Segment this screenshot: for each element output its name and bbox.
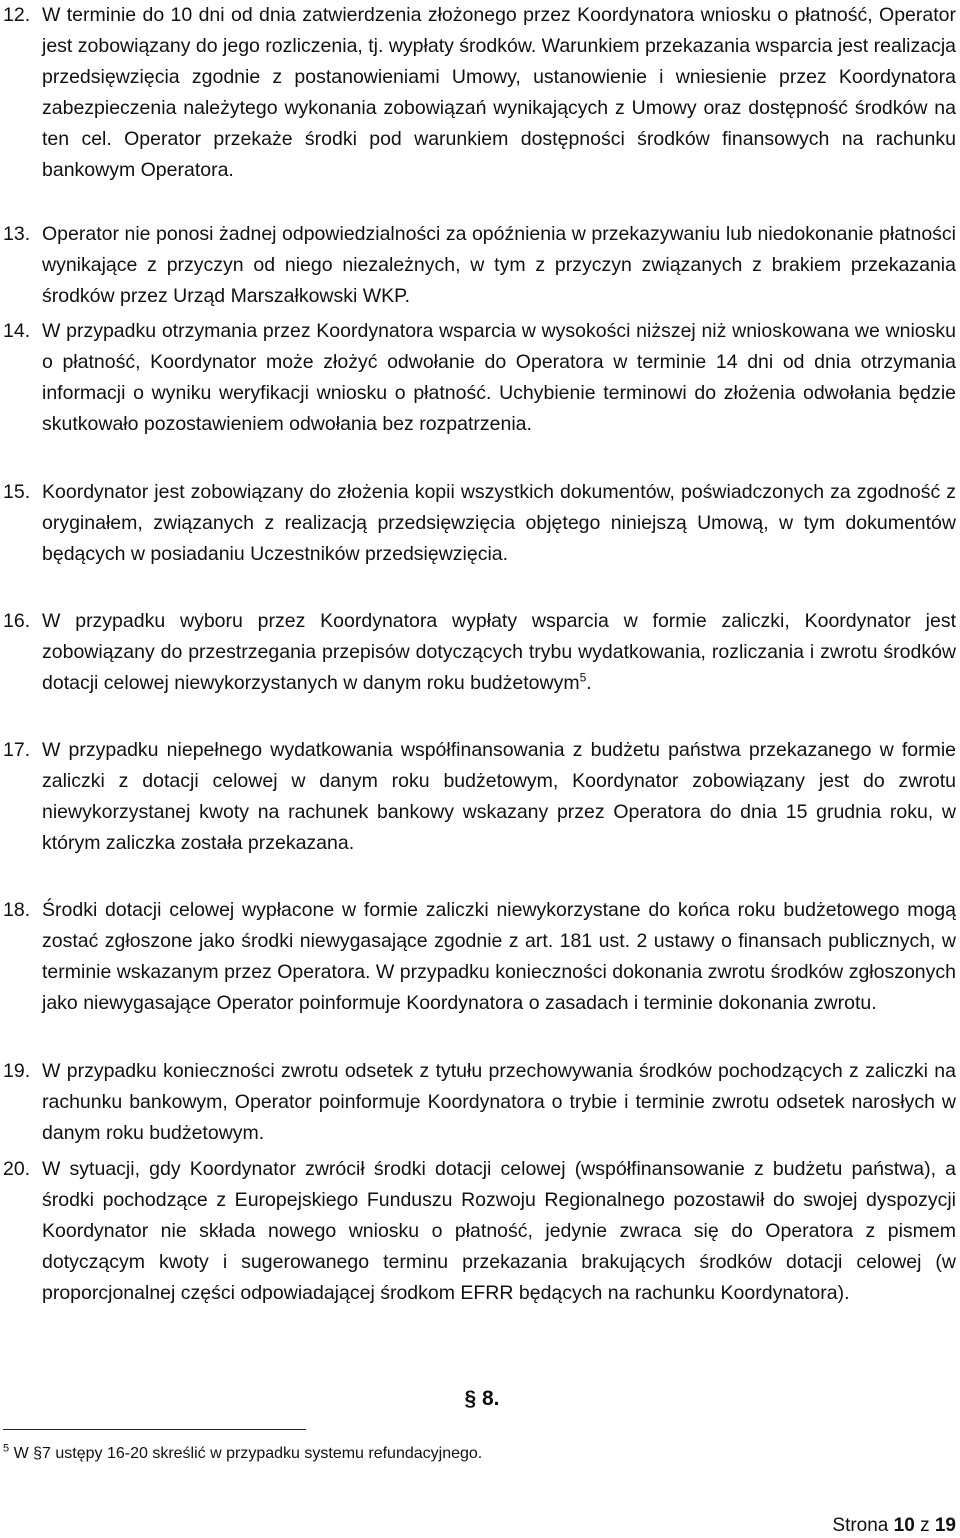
paragraph-number: 15. (3, 481, 31, 503)
page-prefix: Strona (832, 1515, 889, 1536)
paragraph-text: Operator nie ponosi żadnej odpowiedzialności za opóźnienia w przekazywaniu lub niedokonanie płatności wynikające z przyczyn od niego niezależnych, w tym z przyczyn związanych z brakiem przekazania środków przez Urząd Marszałkowski WKP. (42, 223, 956, 307)
paragraph-tail: . (586, 672, 592, 694)
paragraph-17 (0, 735, 956, 859)
paragraph-number: 12. (3, 4, 31, 26)
paragraph-16 (0, 606, 956, 699)
paragraph-text (42, 606, 956, 699)
footnote-separator (3, 1429, 306, 1430)
paragraph-18 (0, 895, 956, 1019)
paragraph-text: Środki dotacji celowej wypłacone w formie zaliczki niewykorzystane do końca roku budżetowego mogą zostać zgłoszone jako środki niewygasające zgodnie z art. 181 ust. 2 ustawy o finansach publicznych, w terminie wskazanym przez Operatora. W przypadku konieczności dokonania zwrotu środków zgłoszonych jako niewygasające Operator poinformuje Koordynatora o zasadach i terminie dokonania zwrotu. (42, 899, 956, 1014)
paragraph-20 (0, 1154, 956, 1309)
paragraph-number: 20. (3, 1158, 31, 1180)
page-total: 19 (934, 1515, 956, 1536)
footnote-reference: 5 (579, 670, 587, 685)
paragraph-13 (0, 219, 956, 312)
paragraph-number: 13. (3, 223, 31, 245)
paragraph-text: W przypadku konieczności zwrotu odsetek z tytułu przechowywania środków pochodzących z zaliczki na rachunku bankowym, Operator poinformuje Koordynatora o trybie i terminie zwrotu odsetek narosłych w danym roku budżetowym. (42, 1060, 956, 1144)
paragraph-number: 18. (3, 899, 31, 921)
page-number (832, 1514, 956, 1538)
paragraph-text: W przypadku niepełnego wydatkowania współfinansowania z budżetu państwa przekazanego w formie zaliczki z dotacji celowej w danym roku budżetowym, Koordynator zobowiązany jest do zwrotu niewykorzystanej kwoty na rachunek bankowy wskazany przez Operatora do dnia 15 grudnia roku, w którym zaliczka została przekazana. (42, 739, 956, 854)
paragraph-19 (0, 1056, 956, 1149)
paragraph-number: 19. (3, 1060, 31, 1082)
paragraph-15 (0, 477, 956, 570)
paragraph-number: 17. (3, 739, 31, 761)
footnote (3, 1442, 482, 1466)
paragraph-text: W terminie do 10 dni od dnia zatwierdzenia złożonego przez Koordynatora wniosku o płatność, Operator jest zobowiązany do jego rozliczenia, tj. wypłaty środków. Warunkiem przekazania wsparcia jest realizacja przedsięwzięcia zgodnie z postanowieniami Umowy, ustanowienie i wniesienie przez Koordynatora zabezpieczenia należytego wykonania zobowiązań wynikających z Umowy oraz dostępność środków na ten cel. Operator przekaże środki pod warunkiem dostępności środków finansowych na rachunku bankowym Operatora. (42, 4, 957, 181)
paragraph-12 (0, 0, 956, 186)
page-separator: z (920, 1515, 930, 1536)
paragraph-body: W przypadku wyboru przez Koordynatora wypłaty wsparcia w formie zaliczki, Koordynator jest zobowiązany do przestrzegania przepisów dotyczących trybu wydatkowania, rozliczania i zwrotu środków dotacji celowej niewykorzystanych w danym roku budżetowym (42, 610, 956, 694)
section-title: § 8. (464, 1387, 500, 1410)
paragraph-text: W przypadku otrzymania przez Koordynatora wsparcia w wysokości niższej niż wnioskowana we wniosku o płatność, Koordynator może złożyć odwołanie do Operatora w terminie 14 dni od dnia otrzymania informacji o wyniku weryfikacji wniosku o płatność. Uchybienie terminowi do złożenia odwołania będzie skutkowało pozostawieniem odwołania bez rozpatrzenia. (42, 320, 956, 435)
paragraph-text: W sytuacji, gdy Koordynator zwrócił środki dotacji celowej (współfinansowanie z budżetu państwa), a środki pochodzące z Europejskiego Funduszu Rozwoju Regionalnego pozostawił do swojej dyspozycji Koordynator nie składa nowego wniosku o płatność, jedynie zwraca się do Operatora z pismem dotyczącym kwoty i sugerowanego terminu przekazania brakujących środków dotacji celowej (w proporcjonalnej części odpowiadającej środkom EFRR będących na rachunku Koordynatora). (42, 1158, 956, 1304)
page-current: 10 (893, 1515, 915, 1536)
section-heading (0, 1384, 960, 1414)
paragraph-14 (0, 316, 956, 440)
paragraph-number: 14. (3, 320, 31, 342)
paragraph-number: 16. (3, 610, 31, 632)
paragraph-text: Koordynator jest zobowiązany do złożenia kopii wszystkich dokumentów, poświadczonych za zgodność z oryginałem, związanych z realizacją przedsięwzięcia objętego niniejszą Umową, w tym dokumentów będących w posiadaniu Uczestników przedsięwzięcia. (42, 481, 956, 565)
footnote-text: W §7 ustępy 16-20 skreślić w przypadku systemu refundacyjnego. (13, 1445, 483, 1462)
footnote-mark: 5 (3, 1442, 10, 1455)
